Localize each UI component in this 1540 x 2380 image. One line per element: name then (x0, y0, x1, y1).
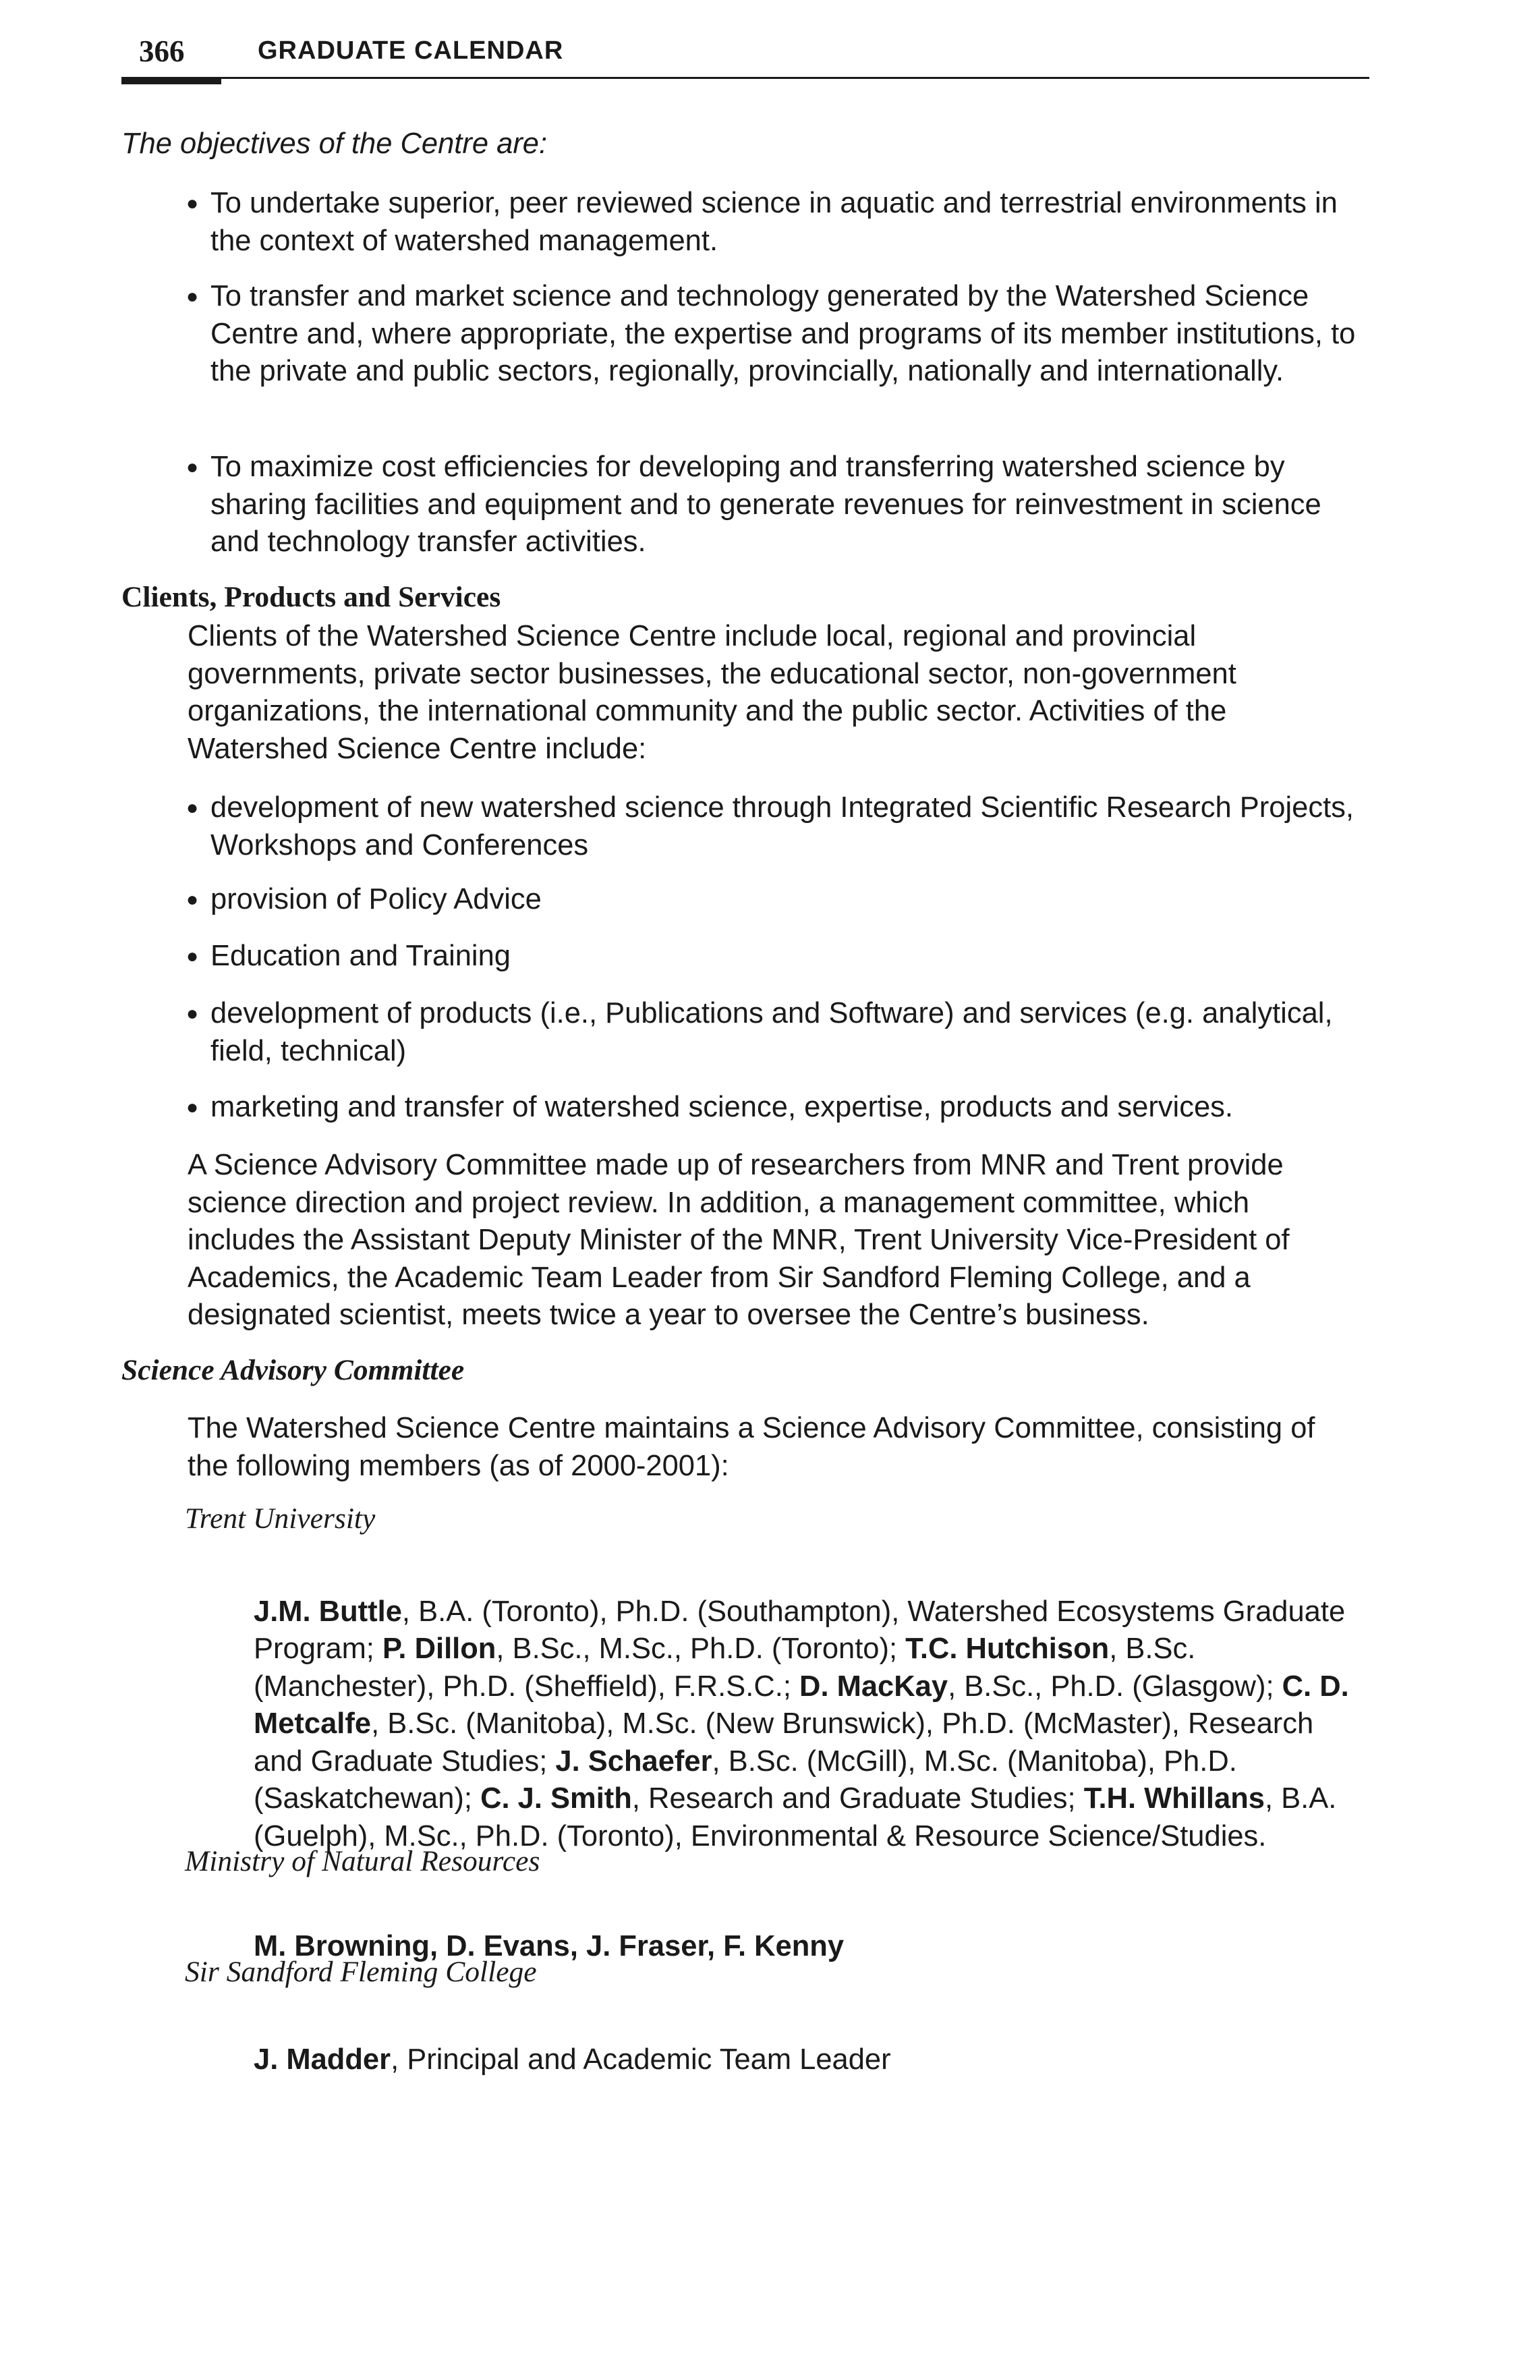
objective-item (186, 278, 1371, 391)
fleming-members (254, 2041, 1367, 2079)
header-rule (121, 77, 1369, 79)
mnr-label: Ministry of Natural Resources (185, 1845, 540, 1877)
header-rule-tab (121, 78, 221, 84)
activity-text: provision of Policy Advice (210, 883, 542, 915)
member-name: D. MacKay (799, 1670, 948, 1703)
member-details: , B.Sc. (Manitoba), M.Sc. (New Brunswick), Ph.D. (McMaster), Research and Graduate Studies; (254, 1707, 1314, 1778)
advisory-heading: Science Advisory Committee (121, 1354, 465, 1386)
running-title: GRADUATE CALENDAR (258, 36, 564, 65)
bullet-icon: ● (186, 1002, 199, 1025)
committee-paragraph: A Science Advisory Committee made up of researchers from MNR and Trent provide science direction and project review. In addition, a management committee, which includes the Assistant Deputy Minister of the MNR, Trent University Vice-President of Academics, the Academic Team Leader from Sir Sandford Fleming College, and a designated scientist, meets twice a year to oversee the Centre’s business. (188, 1149, 1290, 1331)
objective-item (186, 185, 1371, 260)
clients-paragraph: Clients of the Watershed Science Centre include local, regional and provincial governments, private sector businesses, the educational sector, non-government organizations, the international community and the public sector. Activities of the Watershed Science Centre include: (188, 620, 1236, 765)
member-name: C. J. Smith (480, 1782, 632, 1815)
activity-item (186, 1089, 1371, 1127)
objective-item (186, 449, 1371, 561)
bullet-icon: ● (186, 285, 199, 308)
activity-item (186, 938, 1371, 975)
member-name: J.M. Buttle (254, 1595, 402, 1628)
activity-text: development of new watershed science through Integrated Scientific Research Projects, Workshops and Conferences (210, 791, 1354, 861)
page-number: 366 (139, 34, 185, 68)
member-details: , B.Sc. (McGill), M.Sc. (Manitoba), Ph.D. (Saskatchewan); (254, 1745, 1237, 1815)
member-details: , B.A. (Toronto), Ph.D. (Southampton), Watershed Ecosystems Graduate Program; (254, 1595, 1346, 1665)
member-name: P. Dillon (382, 1633, 496, 1665)
member-name: J. Schaefer (555, 1745, 712, 1778)
clients-heading: Clients, Products and Services (121, 581, 501, 613)
activity-item (186, 995, 1371, 1070)
member-name: T.C. Hutchison (905, 1633, 1110, 1665)
member-name: T.H. Whillans (1083, 1782, 1265, 1815)
member-name: C. D. Metcalfe (254, 1670, 1349, 1740)
activity-item (186, 881, 1371, 919)
member-details: , Principal and Academic Team Leader (391, 2043, 891, 2076)
fleming-label: Sir Sandford Fleming College (185, 1956, 537, 1988)
objective-text: To transfer and market science and technology generated by the Watershed Science Centre and, where appropriate, the expertise and programs of its member institutions, to the private and public sectors, regionally, provincially, nationally and internationally. (210, 280, 1356, 387)
objective-text: To undertake superior, peer reviewed science in aquatic and terrestrial environments in the context of watershed management. (210, 187, 1338, 257)
member-details: , B.Sc. (Manchester), Ph.D. (Sheffield), F.R.S.C.; (254, 1633, 1196, 1703)
trent-label: Trent University (185, 1502, 376, 1535)
bullet-icon: ● (186, 888, 199, 911)
page-header (121, 32, 1369, 86)
member-details: , B.A. (Guelph), M.Sc., Ph.D. (Toronto), Environmental & Resource Science/Studies. (254, 1782, 1337, 1852)
objectives-intro: The objectives of the Centre are: (121, 128, 548, 160)
bullet-icon: ● (186, 1096, 199, 1118)
bullet-icon: ● (186, 456, 199, 478)
bullet-icon: ● (186, 192, 199, 215)
advisory-paragraph: The Watershed Science Centre maintains a Science Advisory Committee, consisting of the following members (as of 2000-2001): (188, 1412, 1315, 1482)
member-details: , Research and Graduate Studies; (631, 1782, 1084, 1815)
bullet-icon: ● (186, 945, 199, 967)
activity-item (186, 789, 1371, 864)
member-details: , B.Sc., M.Sc., Ph.D. (Toronto); (496, 1633, 906, 1665)
activity-text: marketing and transfer of watershed science, expertise, products and services. (210, 1091, 1234, 1123)
activity-text: Education and Training (210, 940, 511, 972)
bullet-icon: ● (186, 797, 199, 819)
member-name: J. Madder (254, 2043, 391, 2076)
member-details: , B.Sc., Ph.D. (Glasgow); (948, 1670, 1282, 1703)
activity-text: development of products (i.e., Publications and Software) and services (e.g. analytical, field, technical) (210, 997, 1333, 1067)
trent-members (254, 1593, 1367, 1856)
member-names: M. Browning, D. Evans, J. Fraser, F. Kenny (254, 1929, 845, 1962)
objective-text: To maximize cost efficiencies for developing and transferring watershed science by sharing facilities and equipment and to generate revenues for reinvestment in science and technology transfer activities. (210, 451, 1321, 558)
